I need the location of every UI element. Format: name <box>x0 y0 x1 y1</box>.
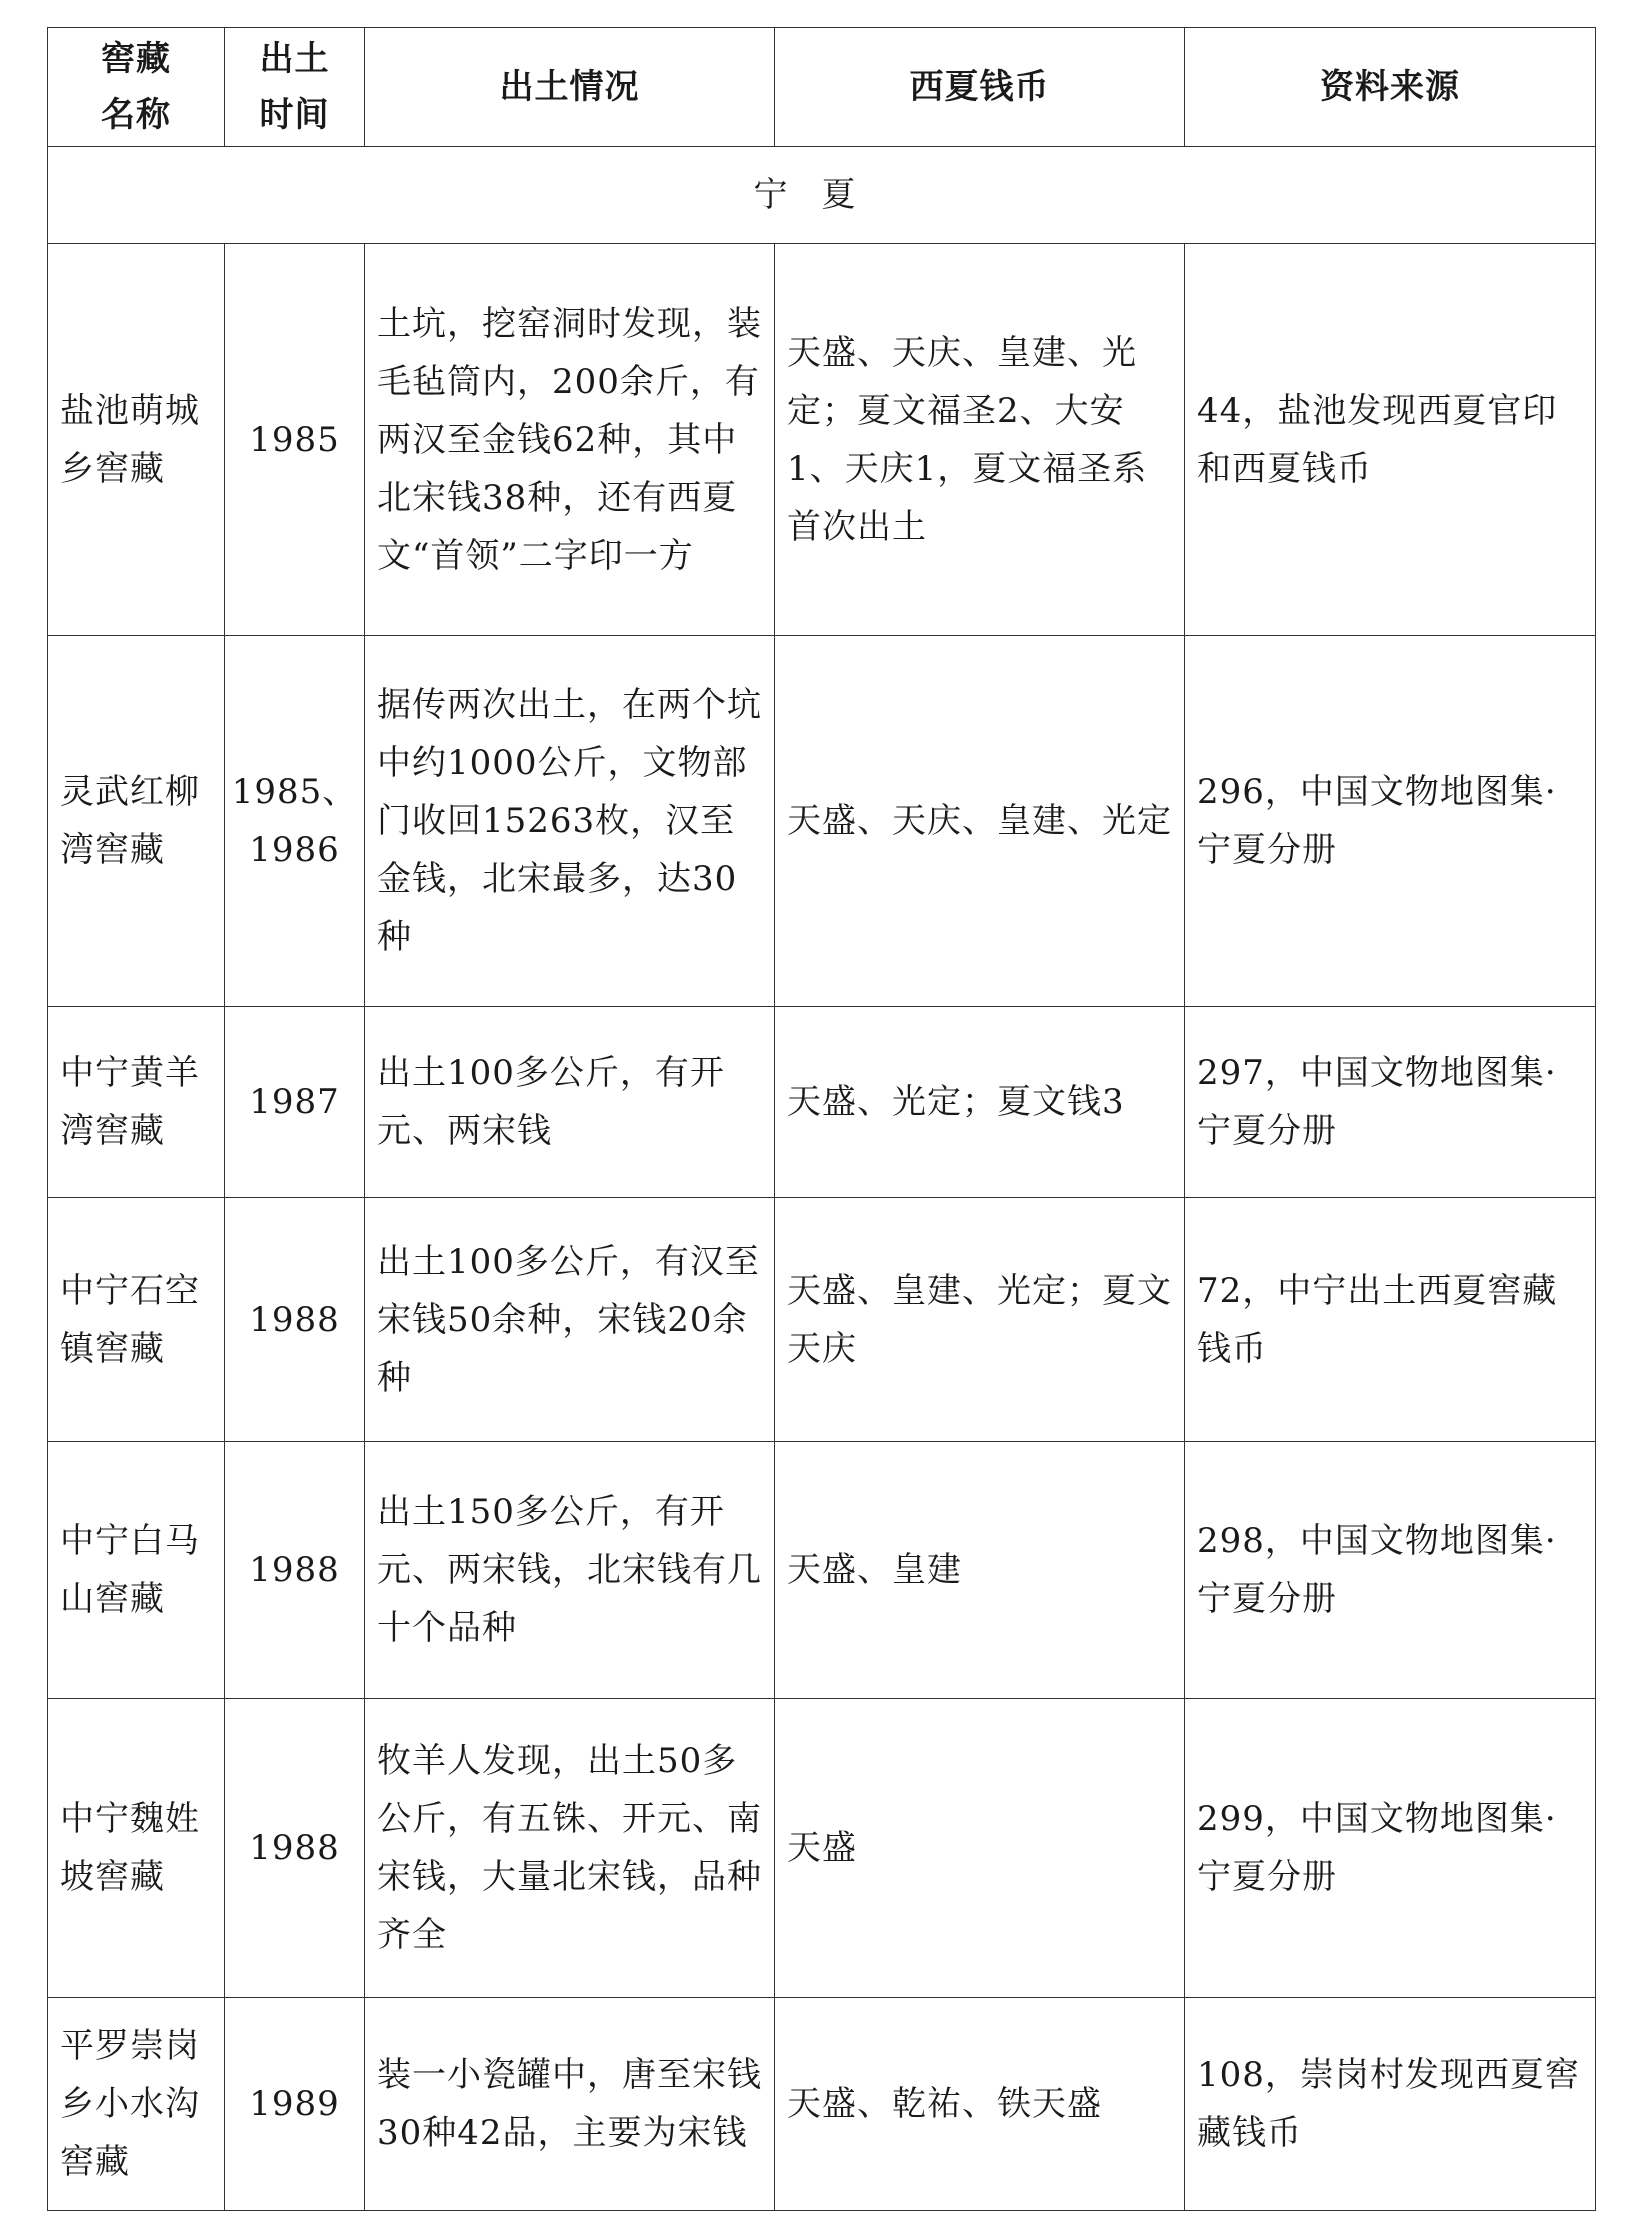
header-row <box>48 28 1596 147</box>
hoard-condition: 装一小瓷罐中，唐至宋钱30种42品，主要为宋钱 <box>365 1998 775 2211</box>
table-row <box>48 1998 1596 2211</box>
table-row <box>48 1699 1596 1998</box>
hoard-source: 299，中国文物地图集·宁夏分册 <box>1185 1699 1596 1998</box>
table-row <box>48 1198 1596 1442</box>
hoard-name: 中宁魏姓坡窖藏 <box>48 1699 225 1998</box>
header-year: 出土时间 <box>225 28 365 147</box>
header-source: 资料来源 <box>1185 28 1596 147</box>
hoard-source: 298，中国文物地图集·宁夏分册 <box>1185 1442 1596 1699</box>
region-label: 宁夏 <box>48 147 1596 244</box>
hoard-name: 中宁石空镇窖藏 <box>48 1198 225 1442</box>
hoard-source: 108，崇岗村发现西夏窖藏钱币 <box>1185 1998 1596 2211</box>
hoard-year: 1985、1986 <box>225 636 365 1007</box>
table-row <box>48 1442 1596 1699</box>
hoard-source: 72，中宁出土西夏窖藏钱币 <box>1185 1198 1596 1442</box>
hoard-condition: 牧羊人发现，出土50多公斤，有五铢、开元、南宋钱，大量北宋钱，品种齐全 <box>365 1699 775 1998</box>
table-row <box>48 1007 1596 1198</box>
hoard-coins: 天盛、天庆、皇建、光定 <box>775 636 1185 1007</box>
hoard-year: 1987 <box>225 1007 365 1198</box>
hoard-condition: 出土150多公斤，有开元、两宋钱，北宋钱有几十个品种 <box>365 1442 775 1699</box>
hoard-coins: 天盛 <box>775 1699 1185 1998</box>
hoard-name: 灵武红柳湾窖藏 <box>48 636 225 1007</box>
hoard-name: 平罗崇岗乡小水沟窖藏 <box>48 1998 225 2211</box>
hoard-year: 1988 <box>225 1442 365 1699</box>
hoard-condition: 出土100多公斤，有汉至宋钱50余种，宋钱20余种 <box>365 1198 775 1442</box>
hoard-name: 中宁黄羊湾窖藏 <box>48 1007 225 1198</box>
hoard-coins: 天盛、光定；夏文钱3 <box>775 1007 1185 1198</box>
hoard-source: 296，中国文物地图集·宁夏分册 <box>1185 636 1596 1007</box>
hoard-condition: 土坑，挖窑洞时发现，装毛毡筒内，200余斤，有两汉至金钱62种，其中北宋钱38种，还有西夏文“首领”二字印一方 <box>365 244 775 636</box>
header-name: 窖藏名称 <box>48 28 225 147</box>
hoard-year: 1989 <box>225 1998 365 2211</box>
hoard-year: 1988 <box>225 1699 365 1998</box>
hoard-year: 1988 <box>225 1198 365 1442</box>
region-row <box>48 147 1596 244</box>
hoard-condition: 出土100多公斤，有开元、两宋钱 <box>365 1007 775 1198</box>
hoard-coins: 天盛、皇建 <box>775 1442 1185 1699</box>
hoard-source: 297，中国文物地图集·宁夏分册 <box>1185 1007 1596 1198</box>
hoard-name: 中宁白马山窖藏 <box>48 1442 225 1699</box>
hoard-name: 盐池萌城乡窖藏 <box>48 244 225 636</box>
hoard-table <box>47 27 1596 2211</box>
header-condition: 出土情况 <box>365 28 775 147</box>
hoard-source: 44，盐池发现西夏官印和西夏钱币 <box>1185 244 1596 636</box>
hoard-condition: 据传两次出土，在两个坑中约1000公斤，文物部门收回15263枚，汉至金钱，北宋最多，达30种 <box>365 636 775 1007</box>
hoard-coins: 天盛、天庆、皇建、光定；夏文福圣2、大安1、天庆1，夏文福圣系首次出土 <box>775 244 1185 636</box>
hoard-coins: 天盛、乾祐、铁天盛 <box>775 1998 1185 2211</box>
hoard-year: 1985 <box>225 244 365 636</box>
table-row <box>48 636 1596 1007</box>
header-coins: 西夏钱币 <box>775 28 1185 147</box>
hoard-coins: 天盛、皇建、光定；夏文天庆 <box>775 1198 1185 1442</box>
document-page <box>47 27 1595 2211</box>
table-row <box>48 244 1596 636</box>
